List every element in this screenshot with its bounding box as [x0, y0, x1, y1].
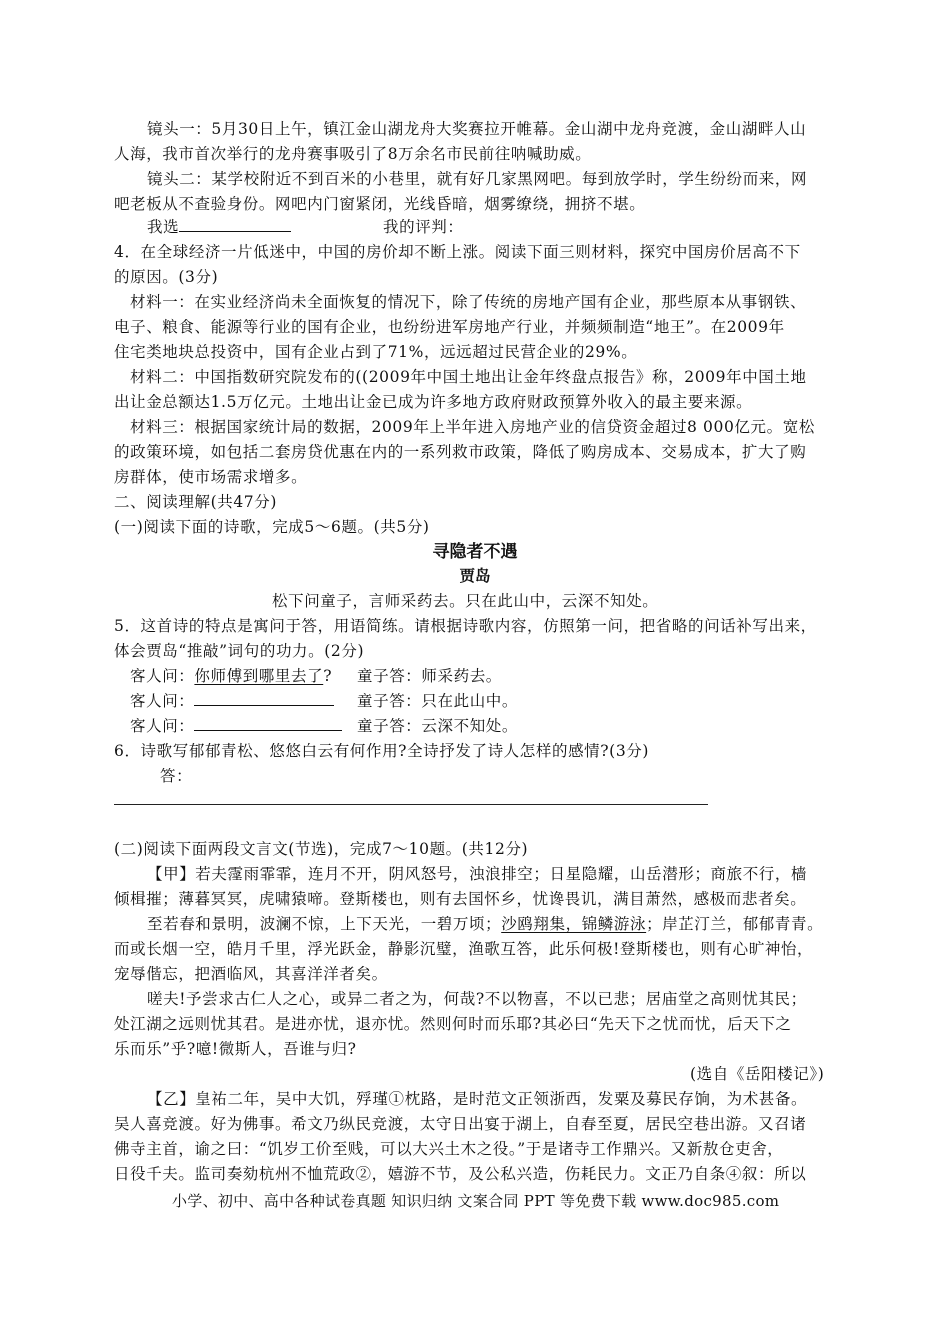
guest-label: 客人问： — [130, 692, 195, 710]
yi-line2: 吴人喜竞渡。好为佛事。希文乃纵民竞渡，太守日出宴于湖上，自春至夏，居民空巷出游。又召诸 — [114, 1115, 807, 1133]
yi-line1: 【乙】皇祐二年，吴中大饥，殍瑾①枕路，是时范文正领浙西，发粟及募民存饷，为术甚备。 — [147, 1090, 808, 1108]
material1-line3: 住宅类地块总投资中，国有企业占到了71%，远远超过民营企业的29%。 — [114, 343, 638, 361]
guest-label: 客人问： — [130, 667, 195, 685]
child-label: 童子答： — [357, 667, 422, 685]
q6: 6．诗歌写郁郁青松、悠悠白云有何作用?全诗抒发了诗人怎样的感情?(3分) — [114, 742, 650, 760]
answer-line[interactable] — [114, 804, 708, 805]
guest-question-1: 你师傅到哪里去了 — [194, 667, 324, 685]
source-citation: (选自《岳阳楼记》) — [690, 1065, 825, 1083]
jia2-underlined: 沙鸥翔集，锦鳞游泳 — [501, 915, 647, 933]
jia3-line2: 处江湖之远则忧其君。是进亦忧，退亦忧。然则何时而乐耶?其必曰“先天下之忧而忧，后天下之 — [114, 1015, 792, 1033]
child-label: 童子答： — [357, 717, 422, 735]
footer-text: 小学、初中、高中各种试卷真题 知识归纳 文案合同 PPT 等免费下载 www.doc985.com — [172, 1192, 780, 1210]
part1-heading: (一)阅读下面的诗歌，完成5～6题。(共5分) — [114, 518, 430, 536]
shot1-line2: 人海，我市首次举行的龙舟赛事吸引了8万余名市民前往呐喊助威。 — [114, 145, 592, 163]
child-label: 童子答： — [357, 692, 422, 710]
material3-line2: 的政策环境，如包括二套房贷优惠在内的一系列救市政策，降低了购房成本、交易成本，扩大了购 — [114, 443, 807, 461]
answer-3: 云深不知处。 — [421, 717, 519, 735]
jia2-text-b: ；岸芷汀兰，郁郁青青。 — [646, 915, 824, 933]
dialog-row-3 — [130, 715, 342, 737]
q5-line2: 体会贾岛“推敲”词句的功力。(2分) — [114, 642, 365, 660]
question-mark: ? — [323, 667, 333, 685]
child-answer-3 — [357, 715, 518, 737]
jia-line1: 【甲】若夫霪雨霏霏，连月不开，阴风怒号，浊浪排空；日星隐耀，山岳潜形；商旅不行，樯 — [147, 865, 808, 883]
guest-blank-3[interactable] — [194, 715, 342, 731]
child-answer-1 — [357, 665, 502, 687]
poem-text: 松下问童子，言师采药去。只在此山中，云深不知处。 — [272, 592, 659, 610]
answer-1: 师采药去。 — [421, 667, 502, 685]
material3-line1: 材料三：根据国家统计局的数据，2009年上半年进入房地产业的信贷资金超过8 000亿元。宽松 — [130, 418, 815, 436]
jia3-line1: 嗟夫!予尝求古仁人之心，或异二者之为，何哉?不以物喜，不以已悲；居庙堂之高则忧其民； — [147, 990, 807, 1008]
jia2-text-a: 至若春和景明，波澜不惊，上下天光，一碧万顷； — [147, 915, 502, 933]
section2-heading: 二、阅读理解(共47分) — [114, 493, 278, 511]
material1-line1: 材料一：在实业经济尚未全面恢复的情况下，除了传统的房地产国有企业，那些原本从事钢铁、 — [130, 293, 807, 311]
yi-line4: 日役千夫。监司奏劾杭州不恤荒政②，嬉游不节，及公私兴造，伤耗民力。文正乃自条④叙：所以 — [114, 1165, 807, 1183]
shot1-line1: 镜头一：5月30日上午，镇江金山湖龙舟大奖赛拉开帷幕。金山湖中龙舟竞渡，金山湖畔人山 — [147, 120, 807, 138]
poem-author: 贾岛 — [459, 567, 491, 585]
choose-row — [147, 216, 291, 238]
jia2-line2: 而或长烟一空，皓月千里，浮光跃金，静影沉璧，渔歌互答，此乐何极!登斯楼也，则有心旷神怡， — [114, 940, 814, 958]
yi-line3: 佛寺主首，谕之曰：“饥岁工价至贱，可以大兴土木之役。”于是诸寺工作鼎兴。又新敖仓吏舍， — [114, 1140, 784, 1158]
material1-line2: 电子、粮食、能源等行业的国有企业，也纷纷进军房地产行业，并频频制造“地王”。在2009年 — [114, 318, 785, 336]
guest-label: 客人问： — [130, 717, 195, 735]
answer-2: 只在此山中。 — [421, 692, 519, 710]
q4-line1: 4．在全球经济一片低迷中，中国的房价却不断上涨。阅读下面三则材料，探究中国房价居高不下 — [114, 243, 801, 261]
part2-heading: (二)阅读下面两段文言文(节选)，完成7～10题。(共12分) — [114, 840, 529, 858]
dialog-row-1 — [130, 665, 332, 687]
jia-line2: 倾楫摧；薄暮冥冥，虎啸猿啼。登斯楼也，则有去国怀乡，忧谗畏讥，满目萧然，感极而悲者矣。 — [114, 890, 807, 908]
material2-line1: 材料二：中国指数研究院发布的((2009年中国土地出让金年终盘点报告》称，2009年中国土地 — [130, 368, 807, 386]
jia2-line1 — [147, 913, 823, 935]
q5-line1: 5．这首诗的特点是寓问于答，用语简练。请根据诗歌内容，仿照第一问，把省略的问话补写出来， — [114, 617, 817, 635]
choose-label: 我选 — [147, 218, 180, 236]
comment-label: 我的评判： — [383, 218, 464, 236]
material3-line3: 房群体，使市场需求增多。 — [114, 468, 308, 486]
material2-line2: 出让金总额达1.5万亿元。土地出让金已成为许多地方政府财政预算外收入的最主要来源。 — [114, 393, 753, 411]
guest-blank-2[interactable] — [194, 690, 334, 706]
answer-label: 答： — [160, 767, 193, 785]
dialog-row-2 — [130, 690, 334, 712]
shot2-line1: 镜头二：某学校附近不到百米的小巷里，就有好几家黑网吧。每到放学时，学生纷纷而来，网 — [147, 170, 808, 188]
choose-blank[interactable] — [179, 216, 291, 232]
jia3-line3: 乐而乐”乎?噫!微斯人，吾谁与归? — [114, 1040, 357, 1058]
q4-line2: 的原因。(3分) — [114, 268, 219, 286]
poem-title: 寻隐者不遇 — [432, 542, 518, 562]
jia2-line3: 宠辱偕忘，把酒临风，其喜洋洋者矣。 — [114, 965, 388, 983]
shot2-line2: 吧老板从不查验身份。网吧内门窗紧闭，光线昏暗，烟雾缭绕，拥挤不堪。 — [114, 195, 646, 213]
child-answer-2 — [357, 690, 518, 712]
